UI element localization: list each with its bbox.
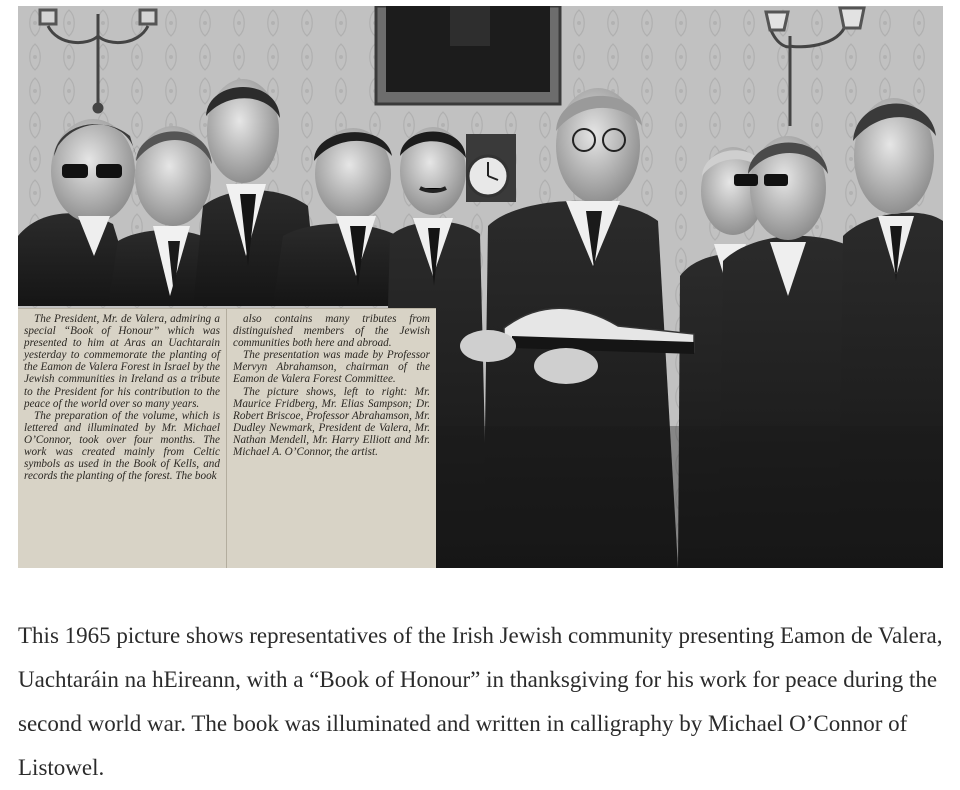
photo-caption: This 1965 picture shows representatives of the Irish Jewish community presenting Eamon de Valera, Uachtaráin na hEireann, with a “Book of Honour” in thanksgiving for his work for peace during the second world war. The book was illuminated and written in calligraphy by Michael O’Connor of Listowel. <box>18 623 943 780</box>
clipping-column-left <box>18 309 227 568</box>
clipping-paragraph: The picture shows, left to right: Mr. Maurice Fridberg, Mr. Elias Sampson; Dr. Robert Briscoe, Professor Abrahamson, Mr. Dudley Newmark, President de Valera, Mr. Nathan Mendell, Mr. Harry Elliott and Mr. Michael A. O’Connor, the artist. <box>233 385 430 459</box>
historic-photograph <box>18 6 943 568</box>
clipping-paragraph: The President, Mr. de Valera, admiring a special “Book of Honour” which was presented to him at Aras an Uachtarain yesterday to commemorate the planting of the Eamon de Valera Forest in Israel by the Jewish communities in Ireland as a tribute to the President for his contribution to the peace of the world over so many years. <box>24 313 220 410</box>
clipping-paragraph: The preparation of the volume, which is lettered and illuminated by Mr. Michael O’Connor, took over four months. The work was created mainly from Celtic symbols as used in the Book of Kells, and records the planting of the forest. The book <box>24 409 220 483</box>
mantel-clock <box>466 134 516 202</box>
clipping-paragraph: The presentation was made by Professor Mervyn Abrahamson, chairman of the Eamon de Valera Forest Committee. <box>233 349 430 386</box>
newspaper-clipping <box>18 308 436 568</box>
clipping-column-right <box>227 309 436 568</box>
clipping-paragraph: also contains many tributes from distinguished members of the Jewish communities both here and abroad. <box>233 313 430 350</box>
framed-portrait <box>376 6 560 104</box>
